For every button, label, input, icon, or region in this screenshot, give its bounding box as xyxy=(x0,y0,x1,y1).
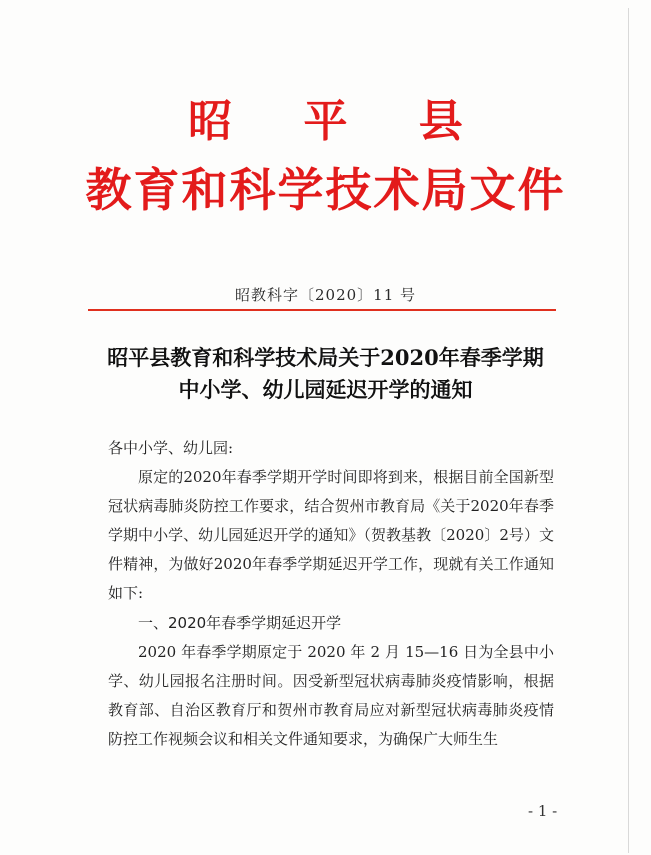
issuer-document-title: 教育和科学技术局文件 xyxy=(85,163,566,217)
red-divider-rule xyxy=(88,309,556,311)
salutation: 各中小学、幼儿园: xyxy=(108,439,234,457)
section-heading-1: 一、2020年春季学期延迟开学 xyxy=(138,614,342,632)
notice-title-line2: 中小学、幼儿园延迟开学的通知 xyxy=(178,377,473,402)
issuer-name: 昭 平 县 xyxy=(188,96,491,147)
page-number: - 1 - xyxy=(528,802,558,820)
paragraph-section-1: 2020 年春季学期原定于 2020 年 2 月 15—16 日为全县中小学、幼儿园报名注册时间。因受新型冠状病毒肺炎疫情影响，根据教育部、自治区教育厅和贺州市教育局应对新型冠状病毒肺炎疫情防控工作视频会议和相关文件通知要求，为确保广大师生生 xyxy=(108,643,554,748)
notice-title-line1: 昭平县教育和科学技术局关于2020年春季学期 xyxy=(107,345,544,370)
document-body xyxy=(108,434,554,754)
document-number: 昭教科字〔2020〕11 号 xyxy=(234,286,417,304)
paragraph-intro: 原定的2020年春季学期开学时间即将到来，根据目前全国新型冠状病毒肺炎防控工作要求，结合贺州市教育局《关于2020年春季学期中小学、幼儿园延迟开学的通知》（贺教基教〔2020〕2号）文件精神，为做好2020年春季学期延迟开学工作，现就有关工作通知如下: xyxy=(108,468,554,602)
notice-title xyxy=(0,342,651,406)
